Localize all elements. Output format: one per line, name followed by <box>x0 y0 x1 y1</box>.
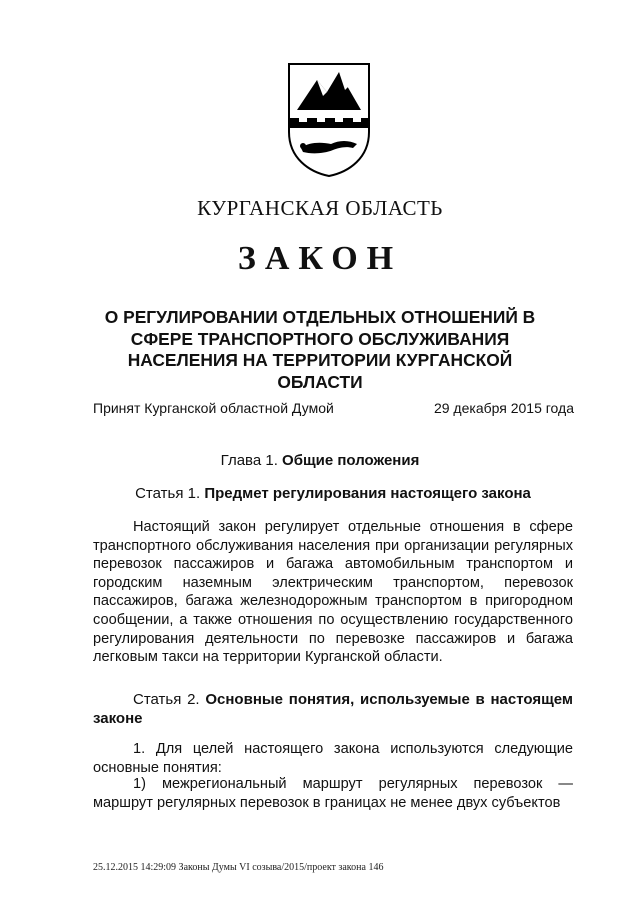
article-2-paragraph-2: 1) межрегиональный маршрут регулярных перевозок — маршрут регулярных перевозок в границах не менее двух субъектов <box>93 776 573 811</box>
chapter-title: Общие положения <box>282 452 420 469</box>
article-2-heading <box>93 690 573 728</box>
region-name: КУРГАНСКАЯ ОБЛАСТЬ <box>197 196 443 220</box>
law-title: О РЕГУЛИРОВАНИИ ОТДЕЛЬНЫХ ОТНОШЕНИЙ В СФЕРЕ ТРАНСПОРТНОГО ОБСЛУЖИВАНИЯ НАСЕЛЕНИЯ НА ТЕРРИТОРИИ КУРГАНСКОЙ ОБЛАСТИ <box>104 307 536 392</box>
chapter-number: Глава 1. <box>220 452 278 469</box>
coat-of-arms-icon <box>287 62 371 178</box>
article-1-title: Предмет регулирования настоящего закона <box>204 485 531 502</box>
adoption-date: 29 декабря 2015 года <box>433 400 574 416</box>
article-2-number: Статья 2. <box>133 691 200 708</box>
adopted-by: Принят Курганской областной Думой <box>93 400 334 416</box>
article-2-paragraph-1: 1. Для целей настоящего закона используются следующие основные понятия: <box>93 741 573 776</box>
article-1-text: Настоящий закон регулирует отдельные отношения в сфере транспортного обслуживания населения при организации регулярных перевозок пассажиров и багажа автомобильным транспортом и городским наземным электрическим транспортом, перевозок пассажиров, багажа железнодорожным транспортом в пригородном сообщении, а также отношения по осуществлению государственного регулирования деятельности по перевозке пассажиров и багажа легковым такси на территории Курганской области. <box>93 519 573 666</box>
article-1-number: Статья 1. <box>135 485 201 502</box>
article-1-heading <box>93 484 573 503</box>
document-type: ЗАКОН <box>237 240 403 277</box>
article-2-title: Основные понятия, используемые в настоящем законе <box>93 691 573 727</box>
chapter-heading <box>0 452 640 469</box>
footer-stamp: 25.12.2015 14:29:09 Законы Думы VI созыва/2015/проект закона 146 <box>93 862 384 873</box>
